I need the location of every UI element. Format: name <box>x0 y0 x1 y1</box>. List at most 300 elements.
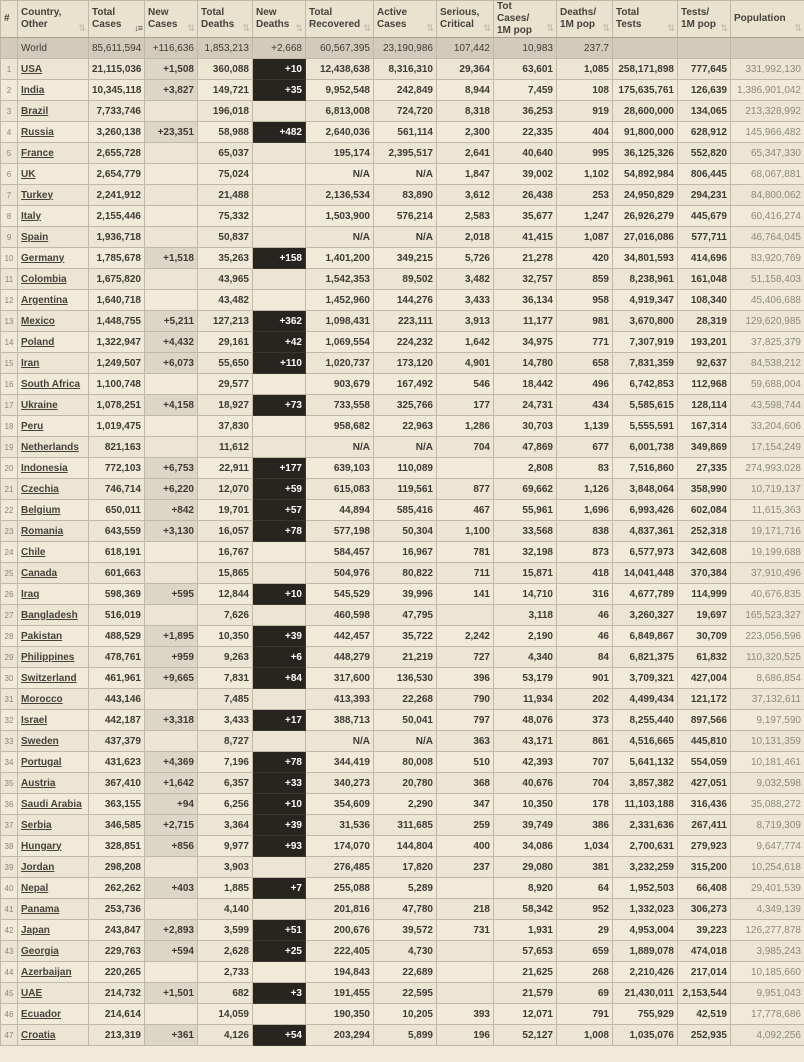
country-link[interactable]: Peru <box>21 420 44 432</box>
cell-active: 144,804 <box>374 836 437 857</box>
cell-new_cases <box>145 101 198 122</box>
cell-tests_1m <box>678 38 731 59</box>
col-header-tests[interactable] <box>613 1 678 38</box>
cell-new_cases: +856 <box>145 836 198 857</box>
country-row <box>1 878 804 899</box>
cell-population: 29,401,539 <box>731 878 804 899</box>
col-header-label: Total Recovered <box>309 7 361 30</box>
cell-recovered: 1,098,431 <box>306 311 374 332</box>
cell-total_cases: 1,785,678 <box>89 248 145 269</box>
country-link[interactable]: Spain <box>21 231 49 243</box>
cell-new_cases <box>145 1004 198 1025</box>
cell-serious: 704 <box>437 437 494 458</box>
cell-rank: 45 <box>1 983 18 1004</box>
cell-rank: 35 <box>1 773 18 794</box>
cell-active: 21,219 <box>374 647 437 668</box>
cell-recovered: 317,600 <box>306 668 374 689</box>
country-link[interactable]: Iran <box>21 357 40 369</box>
cell-active: 47,795 <box>374 605 437 626</box>
country-link[interactable]: Switzerland <box>21 672 77 684</box>
cell-tests_1m: 252,318 <box>678 521 731 542</box>
cell-active: 16,967 <box>374 542 437 563</box>
cell-serious: 5,726 <box>437 248 494 269</box>
cell-population: 51,158,403 <box>731 269 804 290</box>
cell-tests_1m: 42,519 <box>678 1004 731 1025</box>
cell-new_deaths: +39 <box>253 626 306 647</box>
cell-deaths_1m: 1,008 <box>557 1025 613 1046</box>
cell-cases_1m: 34,975 <box>494 332 557 353</box>
sort-up-down-icon[interactable]: ⇅ <box>426 23 434 33</box>
cell-serious <box>437 962 494 983</box>
cell-deaths_1m: 46 <box>557 605 613 626</box>
cell-serious: 393 <box>437 1004 494 1025</box>
cell-country <box>18 605 89 626</box>
cell-tests: 3,709,321 <box>613 668 678 689</box>
cell-tests: 28,600,000 <box>613 101 678 122</box>
country-link[interactable]: Colombia <box>21 273 67 285</box>
cell-cases_1m: 10,350 <box>494 794 557 815</box>
cell-tests: 6,001,738 <box>613 437 678 458</box>
cell-rank: 37 <box>1 815 18 836</box>
col-header-active[interactable] <box>374 1 437 38</box>
country-link[interactable]: Japan <box>21 924 50 936</box>
cell-population: 17,154,249 <box>731 437 804 458</box>
country-link[interactable]: Romania <box>21 525 64 537</box>
cell-rank: 26 <box>1 584 18 605</box>
country-link[interactable]: Austria <box>21 777 56 789</box>
cell-new_deaths: +158 <box>253 248 306 269</box>
cell-serious: 3,433 <box>437 290 494 311</box>
header-row <box>1 1 804 38</box>
sort-up-down-icon[interactable]: ⇅ <box>546 23 554 33</box>
country-row <box>1 206 804 227</box>
cell-tests: 8,238,961 <box>613 269 678 290</box>
cell-serious: 400 <box>437 836 494 857</box>
cell-cases_1m: 8,920 <box>494 878 557 899</box>
cell-new_cases: +94 <box>145 794 198 815</box>
cell-tests: 755,929 <box>613 1004 678 1025</box>
cell-recovered: 190,350 <box>306 1004 374 1025</box>
cell-total_cases: 367,410 <box>89 773 145 794</box>
cell-population: 68,067,881 <box>731 164 804 185</box>
cell-new_cases <box>145 164 198 185</box>
cell-active: 47,780 <box>374 899 437 920</box>
cell-total_deaths: 16,767 <box>198 542 253 563</box>
country-link[interactable]: France <box>21 147 54 159</box>
country-link[interactable]: Philippines <box>21 651 75 663</box>
cell-cases_1m: 47,869 <box>494 437 557 458</box>
country-link[interactable]: UAE <box>21 987 43 999</box>
cell-recovered: 733,558 <box>306 395 374 416</box>
cell-rank: 15 <box>1 353 18 374</box>
cell-total_cases: 1,100,748 <box>89 374 145 395</box>
cell-new_deaths <box>253 563 306 584</box>
cell-rank: 28 <box>1 626 18 647</box>
cell-tests_1m: 552,820 <box>678 143 731 164</box>
country-row <box>1 521 804 542</box>
cell-total_deaths: 43,965 <box>198 269 253 290</box>
cell-recovered: 174,070 <box>306 836 374 857</box>
col-header-country[interactable] <box>18 1 89 38</box>
country-link[interactable]: Turkey <box>21 189 54 201</box>
cell-rank: 12 <box>1 290 18 311</box>
cell-tests_1m: 28,319 <box>678 311 731 332</box>
sort-up-down-icon[interactable]: ⇅ <box>187 23 195 33</box>
cell-serious <box>437 605 494 626</box>
cell-total_cases: 598,369 <box>89 584 145 605</box>
cell-population: 213,328,992 <box>731 101 804 122</box>
country-row <box>1 311 804 332</box>
col-header-label: # <box>4 13 10 24</box>
cell-rank: 42 <box>1 920 18 941</box>
country-row <box>1 626 804 647</box>
cell-cases_1m: 39,749 <box>494 815 557 836</box>
cell-active: 173,120 <box>374 353 437 374</box>
col-header-tests_1m[interactable] <box>678 1 731 38</box>
cell-active: 22,963 <box>374 416 437 437</box>
cell-rank: 18 <box>1 416 18 437</box>
cell-population: 59,688,004 <box>731 374 804 395</box>
cell-total_deaths: 149,721 <box>198 80 253 101</box>
cell-country <box>18 563 89 584</box>
cell-total_deaths: 3,599 <box>198 920 253 941</box>
cell-tests_1m: 27,335 <box>678 458 731 479</box>
country-link[interactable]: Ecuador <box>21 1008 62 1020</box>
cell-population: 11,615,363 <box>731 500 804 521</box>
sort-up-down-icon[interactable]: ⇅ <box>794 23 802 33</box>
cell-country <box>18 1025 89 1046</box>
cell-active: 311,685 <box>374 815 437 836</box>
cell-tests: 11,103,188 <box>613 794 678 815</box>
country-link[interactable]: Azerbaijan <box>21 966 72 978</box>
col-header-total_cases[interactable] <box>89 1 145 38</box>
col-header-serious[interactable] <box>437 1 494 38</box>
cell-deaths_1m: 69 <box>557 983 613 1004</box>
cell-deaths_1m: 958 <box>557 290 613 311</box>
country-link[interactable]: Mexico <box>21 315 55 327</box>
col-header-deaths_1m[interactable] <box>557 1 613 38</box>
cell-population: 37,132,611 <box>731 689 804 710</box>
cell-deaths_1m: 838 <box>557 521 613 542</box>
cell-total_cases: 1,078,251 <box>89 395 145 416</box>
country-link[interactable]: Italy <box>21 210 42 222</box>
col-header-cases_1m[interactable] <box>494 1 557 38</box>
cell-serious: 396 <box>437 668 494 689</box>
country-link[interactable]: Saudi Arabia <box>21 798 82 810</box>
sort-up-down-icon[interactable]: ⇅ <box>295 23 303 33</box>
cell-deaths_1m: 771 <box>557 332 613 353</box>
country-link[interactable]: Iraq <box>21 588 40 600</box>
cell-rank: 40 <box>1 878 18 899</box>
country-link[interactable]: Hungary <box>21 840 62 852</box>
cell-serious: 1,847 <box>437 164 494 185</box>
country-link[interactable]: Nepal <box>21 882 49 894</box>
cell-cases_1m: 3,118 <box>494 605 557 626</box>
cell-population: 9,197,590 <box>731 710 804 731</box>
cell-new_cases <box>145 143 198 164</box>
country-link[interactable]: Indonesia <box>21 462 68 474</box>
country-row <box>1 395 804 416</box>
cell-total_cases: 618,191 <box>89 542 145 563</box>
cell-population: 37,825,379 <box>731 332 804 353</box>
cell-total_cases: 10,345,118 <box>89 80 145 101</box>
country-row <box>1 710 804 731</box>
cell-tests_1m: 19,697 <box>678 605 731 626</box>
col-header-total_deaths[interactable] <box>198 1 253 38</box>
cell-new_cases: +1,501 <box>145 983 198 1004</box>
cell-rank: 4 <box>1 122 18 143</box>
cell-new_deaths: +362 <box>253 311 306 332</box>
country-link[interactable]: Russia <box>21 126 54 138</box>
cell-cases_1m: 48,076 <box>494 710 557 731</box>
cell-total_deaths: 55,650 <box>198 353 253 374</box>
cell-tests: 2,210,426 <box>613 962 678 983</box>
cell-tests_1m: 108,340 <box>678 290 731 311</box>
col-header-label: Country, Other <box>21 7 62 30</box>
country-link[interactable]: Netherlands <box>21 441 79 453</box>
cell-tests_1m: 61,832 <box>678 647 731 668</box>
cell-active: 50,041 <box>374 710 437 731</box>
col-header-label: Serious, Critical <box>440 7 480 30</box>
country-link[interactable]: Czechia <box>21 483 59 495</box>
cell-tests_1m: 445,679 <box>678 206 731 227</box>
cell-new_deaths: +78 <box>253 752 306 773</box>
cell-total_deaths: 7,196 <box>198 752 253 773</box>
cell-total_deaths: 18,927 <box>198 395 253 416</box>
col-header-population[interactable] <box>731 1 804 38</box>
sort-up-down-icon[interactable]: ⇅ <box>720 23 728 33</box>
cell-new_deaths: +35 <box>253 80 306 101</box>
col-header-new_cases[interactable] <box>145 1 198 38</box>
cell-total_deaths: 11,612 <box>198 437 253 458</box>
cell-population: 19,199,688 <box>731 542 804 563</box>
cell-tests_1m: 554,059 <box>678 752 731 773</box>
cell-tests_1m: 474,018 <box>678 941 731 962</box>
cell-population: 10,719,137 <box>731 479 804 500</box>
cell-serious: 797 <box>437 710 494 731</box>
cell-tests: 3,857,382 <box>613 773 678 794</box>
cell-tests: 2,700,631 <box>613 836 678 857</box>
col-header-new_deaths[interactable] <box>253 1 306 38</box>
cell-tests: 4,919,347 <box>613 290 678 311</box>
cell-new_cases: +3,827 <box>145 80 198 101</box>
country-row <box>1 752 804 773</box>
cell-new_cases <box>145 731 198 752</box>
sort-amount-desc-icon[interactable]: ↓≡ <box>134 23 142 33</box>
sort-up-down-icon[interactable]: ⇅ <box>363 23 371 33</box>
cell-tests: 5,555,591 <box>613 416 678 437</box>
cell-total_cases: 253,736 <box>89 899 145 920</box>
cell-population: 10,254,618 <box>731 857 804 878</box>
cell-tests: 4,953,004 <box>613 920 678 941</box>
cell-country <box>18 689 89 710</box>
cell-serious: 1,642 <box>437 332 494 353</box>
cell-total_cases: 262,262 <box>89 878 145 899</box>
cell-recovered: 413,393 <box>306 689 374 710</box>
col-header-label: New Deaths <box>256 7 290 30</box>
country-link[interactable]: Morocco <box>21 693 63 705</box>
cell-deaths_1m: 659 <box>557 941 613 962</box>
country-link[interactable]: Serbia <box>21 819 52 831</box>
cell-tests_1m: 66,408 <box>678 878 731 899</box>
cell-rank: 25 <box>1 563 18 584</box>
cell-active: 325,766 <box>374 395 437 416</box>
cell-cases_1m: 2,808 <box>494 458 557 479</box>
cell-recovered: 194,843 <box>306 962 374 983</box>
cell-total_deaths: 58,988 <box>198 122 253 143</box>
cell-tests_1m: 161,048 <box>678 269 731 290</box>
cell-active: 83,890 <box>374 185 437 206</box>
cell-tests_1m: 217,014 <box>678 962 731 983</box>
country-link[interactable]: Ukraine <box>21 399 58 411</box>
cell-country <box>18 185 89 206</box>
cell-tests: 4,499,434 <box>613 689 678 710</box>
cell-new_cases <box>145 437 198 458</box>
country-link[interactable]: Poland <box>21 336 55 348</box>
cell-new_deaths <box>253 899 306 920</box>
cell-total_cases: 298,208 <box>89 857 145 878</box>
cell-deaths_1m: 420 <box>557 248 613 269</box>
cell-total_cases: 746,714 <box>89 479 145 500</box>
cell-total_deaths: 75,332 <box>198 206 253 227</box>
country-link[interactable]: Israel <box>21 714 48 726</box>
cell-country <box>18 143 89 164</box>
cell-total_deaths: 7,831 <box>198 668 253 689</box>
country-link[interactable]: India <box>21 84 45 96</box>
sort-up-down-icon[interactable]: ⇅ <box>242 23 250 33</box>
country-link[interactable]: Pakistan <box>21 630 63 642</box>
cell-total_cases: 213,319 <box>89 1025 145 1046</box>
cell-cases_1m: 24,731 <box>494 395 557 416</box>
country-link[interactable]: Portugal <box>21 756 62 768</box>
cell-active: 585,416 <box>374 500 437 521</box>
cell-serious: 8,944 <box>437 80 494 101</box>
country-row <box>1 248 804 269</box>
cell-total_deaths: 9,977 <box>198 836 253 857</box>
cell-recovered: 12,438,638 <box>306 59 374 80</box>
cell-recovered: 344,419 <box>306 752 374 773</box>
cell-recovered: 1,452,960 <box>306 290 374 311</box>
cell-tests: 34,801,593 <box>613 248 678 269</box>
country-link[interactable]: Croatia <box>21 1029 56 1041</box>
cell-tests: 5,641,132 <box>613 752 678 773</box>
cell-rank: 34 <box>1 752 18 773</box>
cell-serious: 467 <box>437 500 494 521</box>
country-link[interactable]: Sweden <box>21 735 59 747</box>
cell-new_cases: +3,130 <box>145 521 198 542</box>
cell-recovered: 222,405 <box>306 941 374 962</box>
cell-deaths_1m: 995 <box>557 143 613 164</box>
cell-new_cases <box>145 206 198 227</box>
cell-rank: 2 <box>1 80 18 101</box>
cell-new_deaths: +84 <box>253 668 306 689</box>
cell-serious: 510 <box>437 752 494 773</box>
cell-rank: 21 <box>1 479 18 500</box>
cell-active: 349,215 <box>374 248 437 269</box>
cell-total_deaths: 43,482 <box>198 290 253 311</box>
cell-recovered: 60,567,395 <box>306 38 374 59</box>
cell-rank: 23 <box>1 521 18 542</box>
country-link[interactable]: Bangladesh <box>21 609 78 621</box>
country-link[interactable]: Belgium <box>21 504 61 516</box>
cell-population: 33,204,606 <box>731 416 804 437</box>
cell-deaths_1m: 64 <box>557 878 613 899</box>
cell-new_cases: +116,636 <box>145 38 198 59</box>
country-row <box>1 332 804 353</box>
cell-deaths_1m: 704 <box>557 773 613 794</box>
col-header-recovered[interactable] <box>306 1 374 38</box>
country-row <box>1 269 804 290</box>
cell-deaths_1m: 1,102 <box>557 164 613 185</box>
cell-active: 144,276 <box>374 290 437 311</box>
world-total-row <box>1 38 804 59</box>
country-row <box>1 941 804 962</box>
cell-tests_1m: 134,065 <box>678 101 731 122</box>
country-link[interactable]: Panama <box>21 903 60 915</box>
country-link[interactable]: USA <box>21 63 43 75</box>
cell-serious: 546 <box>437 374 494 395</box>
cell-recovered: 1,020,737 <box>306 353 374 374</box>
cell-tests_1m: 252,935 <box>678 1025 731 1046</box>
country-link[interactable]: Argentina <box>21 294 68 306</box>
cell-new_cases: +959 <box>145 647 198 668</box>
cell-total_deaths: 35,263 <box>198 248 253 269</box>
cell-tests_1m: 370,384 <box>678 563 731 584</box>
cell-total_deaths: 15,865 <box>198 563 253 584</box>
cell-recovered: 639,103 <box>306 458 374 479</box>
country-link[interactable]: Germany <box>21 252 65 264</box>
cell-rank: 13 <box>1 311 18 332</box>
cell-total_deaths: 682 <box>198 983 253 1004</box>
sort-up-down-icon[interactable]: ⇅ <box>667 23 675 33</box>
country-link[interactable]: South Africa <box>21 378 81 390</box>
cell-total_deaths: 6,357 <box>198 773 253 794</box>
cell-active: 561,114 <box>374 122 437 143</box>
cell-new_cases <box>145 899 198 920</box>
sort-up-down-icon[interactable]: ⇅ <box>483 23 491 33</box>
cell-population: 1,386,901,042 <box>731 80 804 101</box>
cell-active: 22,268 <box>374 689 437 710</box>
cell-cases_1m: 43,171 <box>494 731 557 752</box>
country-link[interactable]: Jordan <box>21 861 55 873</box>
cell-recovered: 255,088 <box>306 878 374 899</box>
sort-up-down-icon[interactable]: ⇅ <box>602 23 610 33</box>
country-link[interactable]: UK <box>21 168 36 180</box>
cell-deaths_1m: 1,087 <box>557 227 613 248</box>
cell-new_deaths: +3 <box>253 983 306 1004</box>
country-row <box>1 1025 804 1046</box>
country-link[interactable]: Canada <box>21 567 58 579</box>
cell-active: 39,572 <box>374 920 437 941</box>
cell-serious: 3,913 <box>437 311 494 332</box>
country-link[interactable]: Chile <box>21 546 46 558</box>
cell-total_cases: 478,761 <box>89 647 145 668</box>
cell-total_deaths: 360,088 <box>198 59 253 80</box>
cell-rank: 10 <box>1 248 18 269</box>
cell-serious: 1,286 <box>437 416 494 437</box>
cell-serious: 347 <box>437 794 494 815</box>
cell-total_deaths: 6,256 <box>198 794 253 815</box>
country-row <box>1 122 804 143</box>
country-link[interactable]: Brazil <box>21 105 49 117</box>
country-row <box>1 479 804 500</box>
country-link[interactable]: Georgia <box>21 945 59 957</box>
cell-new_cases <box>145 185 198 206</box>
cell-population: 83,920,769 <box>731 248 804 269</box>
sort-up-down-icon[interactable]: ⇅ <box>78 23 86 33</box>
cell-recovered: 9,952,548 <box>306 80 374 101</box>
cell-country <box>18 332 89 353</box>
